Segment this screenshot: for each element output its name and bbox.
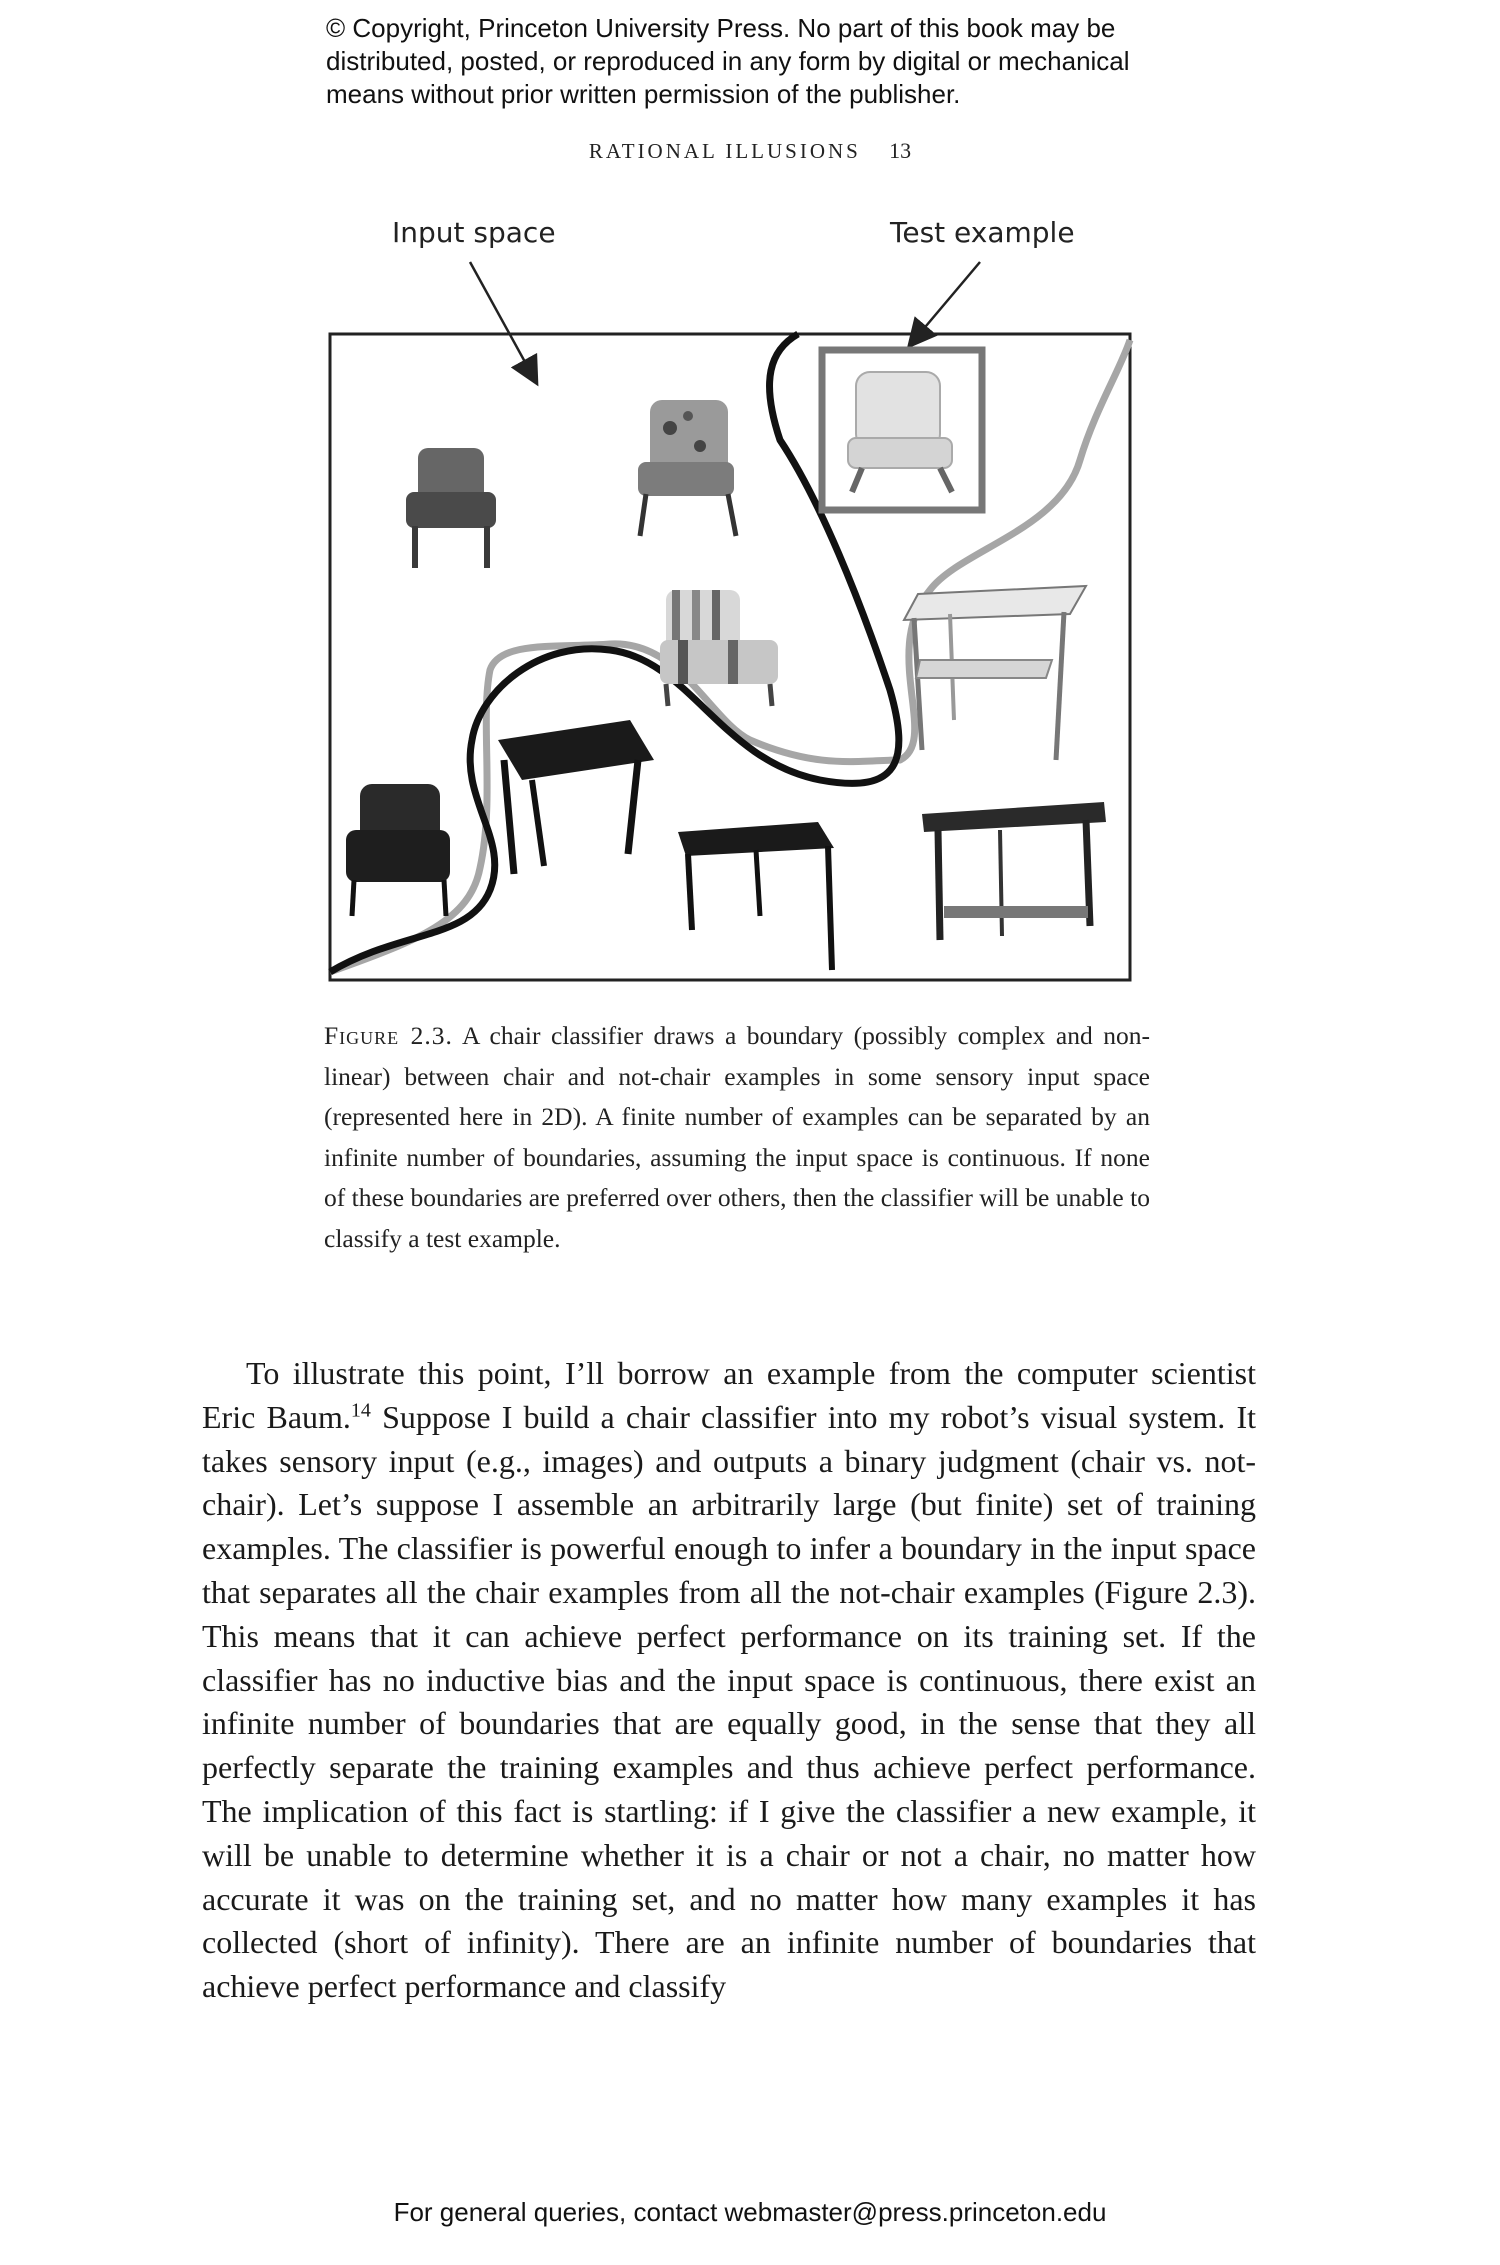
not-chair-example-3 xyxy=(678,822,834,970)
test-example-chair xyxy=(848,372,952,492)
body-text-part-2: Suppose I build a chair classifier into my robot’s visual system. It takes sensory input (e.g., images) and outputs a binary judgment (chair vs. not-chair). Let’s suppose I assemble an arbitrarily large (but finite) set of training examples. The classifier is powerful enough to infer a boundary in the input space that separates all the chair examples from all the not-chair examples (Figure 2.3). This means that it can achieve perfect performance on its training set. If the classifier has no inductive bias and the input space is continuous, there exist an infinite number of boundaries that are equally good, in the sense that they all perfectly separate the training examples and thus achieve perfect performance. The implication of this fact is startling: if I give the classifier a new example, it will be unable to determine whether it is a chair or not a chair, no matter how accurate it was on the training set, and no matter how many examples it has collected (short of infinity). There are an infinite number of boundaries that achieve perfect performance and classify xyxy=(202,1398,1257,2005)
chair-example-4 xyxy=(346,784,450,916)
figure-2-3 xyxy=(300,200,1200,1000)
chair-classifier-diagram xyxy=(300,200,1200,1000)
body-paragraph xyxy=(202,1352,1256,2009)
figure-caption xyxy=(324,1016,1150,1259)
running-head-title: RATIONAL ILLUSIONS xyxy=(588,139,861,163)
not-chair-example-4 xyxy=(922,802,1106,940)
chair-example-3 xyxy=(660,590,778,706)
figure-caption-label: Figure 2.3. xyxy=(324,1021,453,1050)
not-chair-example-2 xyxy=(498,720,654,874)
input-space-label: Input space xyxy=(392,216,556,249)
input-space-arrow xyxy=(470,262,536,382)
not-chair-example-1 xyxy=(904,586,1086,760)
body-text-part-1: To illustrate this point, I’ll borrow an example from the computer scientist Eric Baum. xyxy=(202,1355,1256,1435)
copyright-notice: © Copyright, Princeton University Press. No part of this book may be distributed, posted, or reproduced in any form by digital or mechanical means without prior written permission of the publisher. xyxy=(326,13,1130,109)
chair-example-2 xyxy=(638,400,736,536)
page-number: 13 xyxy=(889,138,912,163)
test-example-label: Test example xyxy=(890,216,1075,249)
chair-example-1 xyxy=(406,448,496,568)
footnote-marker[interactable]: 14 xyxy=(350,1399,371,1422)
footer-contact: For general queries, contact webmaster@press.princeton.edu xyxy=(393,2197,1107,2227)
figure-caption-text: A chair classifier draws a boundary (possibly complex and non-linear) between chair and not-chair examples in some sensory input space (represented here in 2D). A finite number of examples can be separated by an infinite number of boundaries, assuming the input space is continuous. If none of these boundaries are preferred over others, then the classifier will be unable to classify a test example. xyxy=(324,1021,1150,1253)
running-head xyxy=(0,138,1500,164)
